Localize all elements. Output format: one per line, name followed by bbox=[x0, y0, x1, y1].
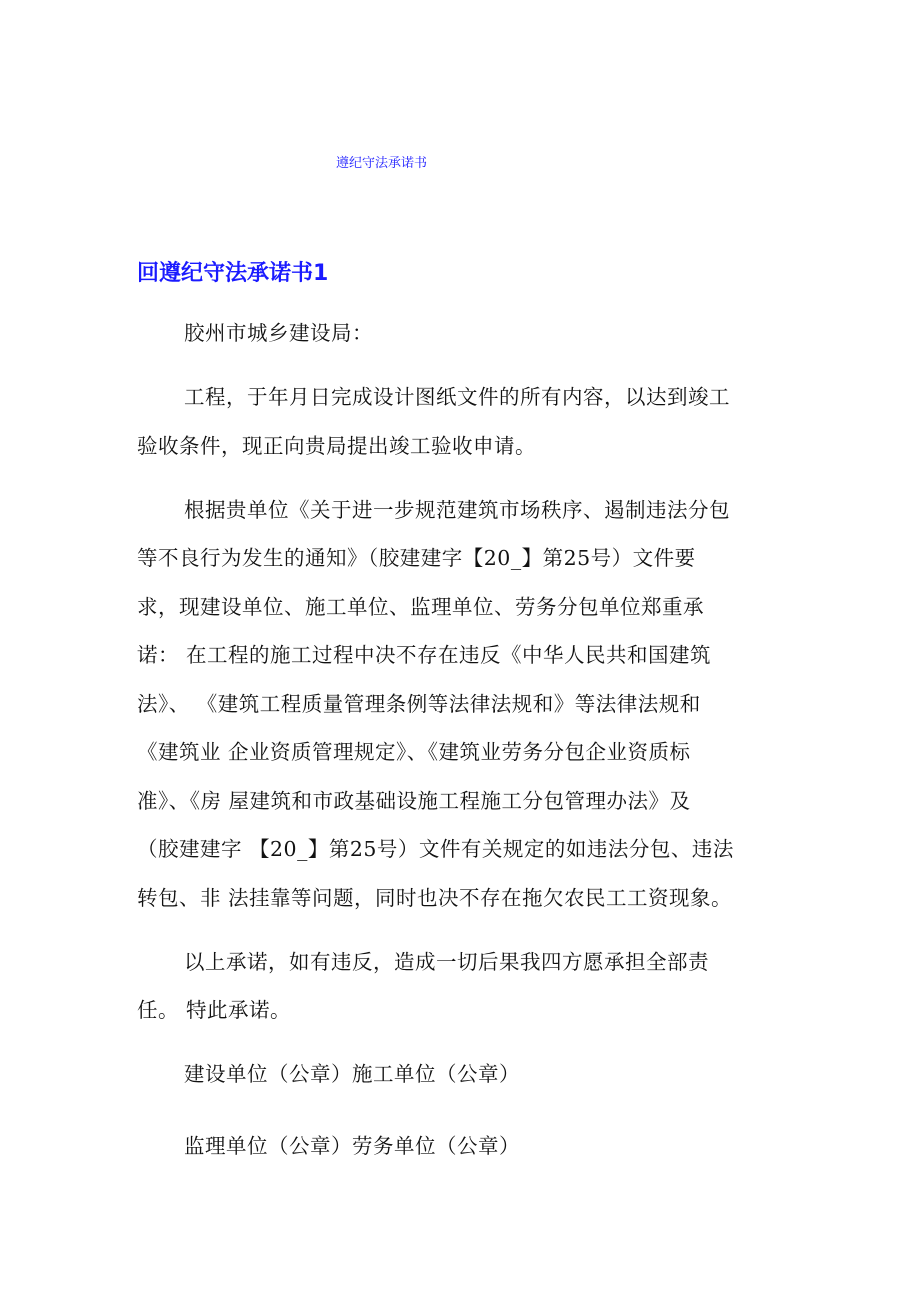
signature-line-2: 监理单位（公章）劳务单位（公章） bbox=[184, 1134, 520, 1158]
addressee: 胶州市城乡建设局： bbox=[184, 321, 373, 345]
signature-line-1: 建设单位（公章）施工单位（公章） bbox=[184, 1062, 520, 1086]
paragraph-2-line-8: （胶建建字 【20_】第25号）文件有关规定的如违法分包、违法 bbox=[137, 837, 734, 861]
paragraph-2-line-1: 根据贵单位《关于进一步规范建筑市场秩序、遏制违法分包 bbox=[184, 498, 730, 522]
paragraph-2-line-5: 法》、 《建筑工程质量管理条例等法律法规和》等法律法规和 bbox=[137, 692, 701, 716]
paragraph-1-line-2: 验收条件，现正向贵局提出竣工验收申请。 bbox=[137, 434, 536, 458]
paragraph-2-line-3: 求，现建设单位、施工单位、监理单位、劳务分包单位郑重承 bbox=[137, 595, 704, 619]
paragraph-3-line-2: 任。 特此承诺。 bbox=[137, 998, 292, 1022]
paragraph-1-line-1: 工程，于年月日完成设计图纸文件的所有内容，以达到竣工 bbox=[184, 385, 730, 409]
paragraph-2-line-6: 《建筑业 企业资质管理规定》、《建筑业劳务分包企业资质标 bbox=[137, 740, 691, 764]
paragraph-2-line-9: 转包、非 法挂靠等问题，同时也决不存在拖欠农民工工资现象。 bbox=[137, 886, 733, 910]
paragraph-2-line-7: 准》、《房 屋建筑和市政基础设施工程施工分包管理办法》及 bbox=[137, 789, 691, 813]
paragraph-2-line-2: 等不良行为发生的通知》（胶建建字【20_】第25号）文件要 bbox=[137, 546, 696, 570]
page-header: 遵纪守法承诺书 bbox=[336, 156, 428, 171]
paragraph-3-line-1: 以上承诺，如有违反，造成一切后果我四方愿承担全部责 bbox=[184, 950, 709, 974]
paragraph-2-line-4: 诺： 在工程的施工过程中决不存在违反《中华人民共和国建筑 bbox=[137, 643, 712, 667]
document-title: 回遵纪守法承诺书1 bbox=[137, 261, 329, 286]
